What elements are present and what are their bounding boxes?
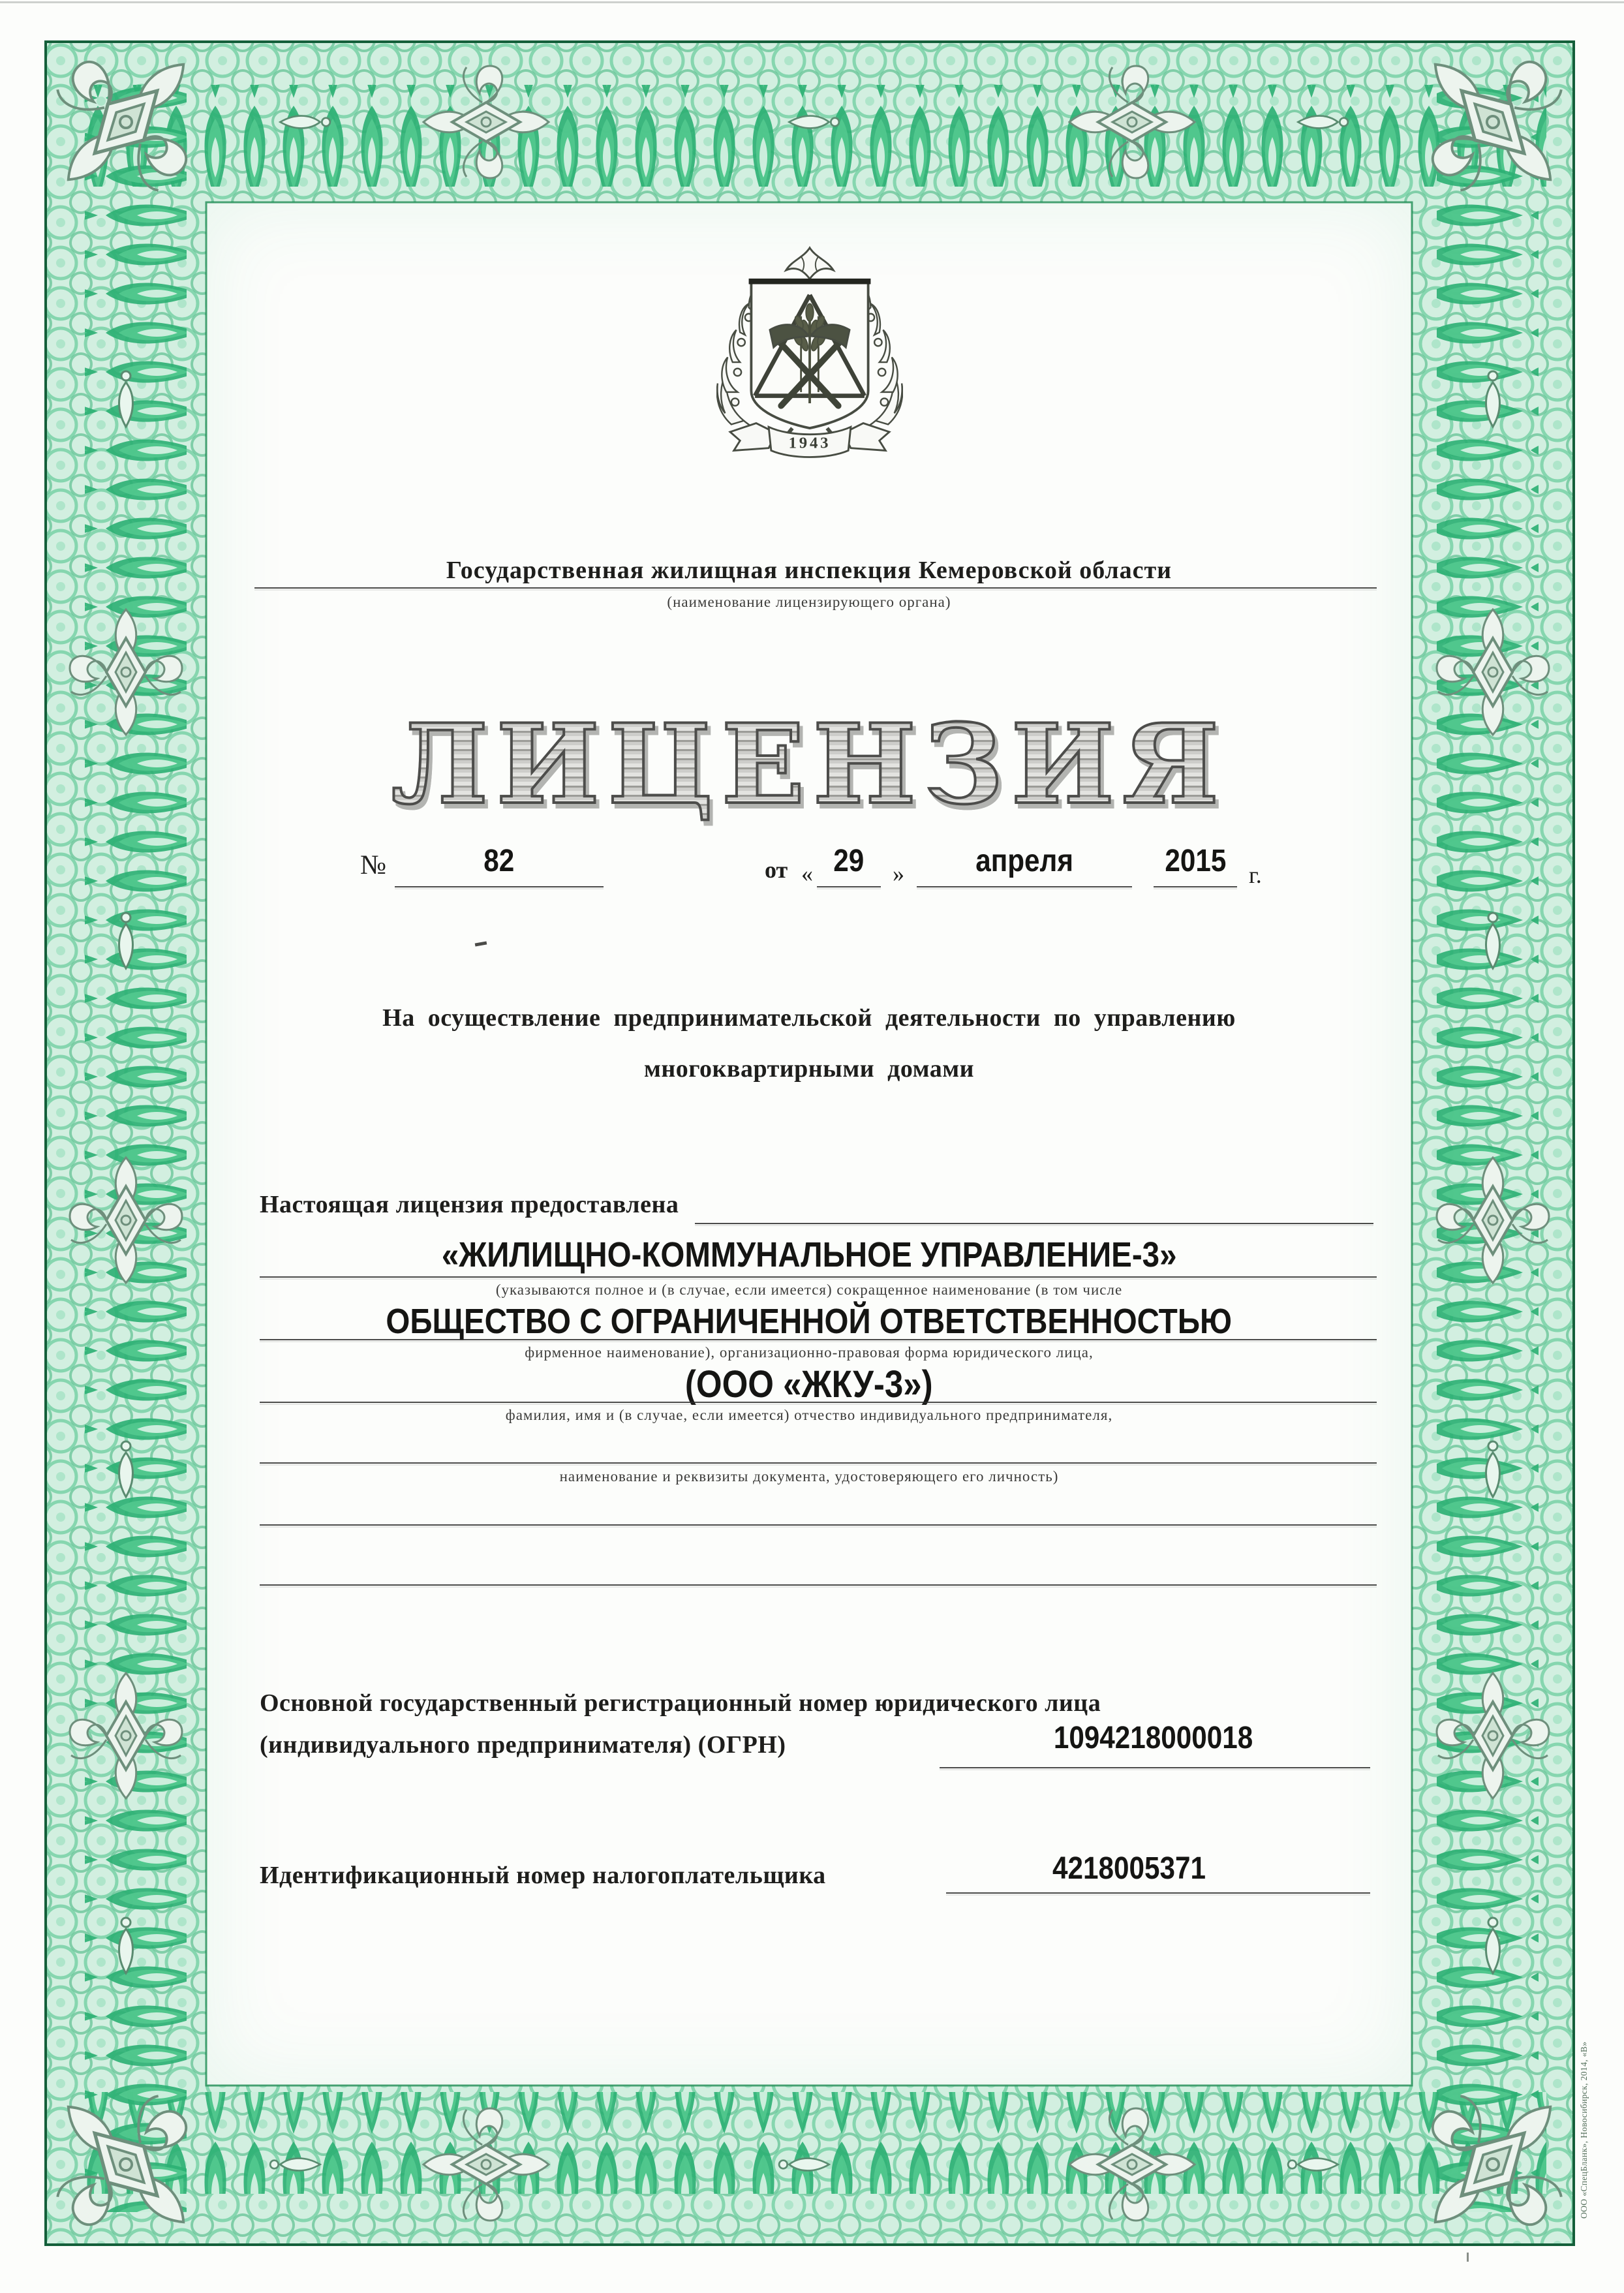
underline-5	[260, 1524, 1377, 1526]
printer-imprint: ООО «СпецБланк», Новосибирск, 2014, «В»	[1579, 2041, 1589, 2219]
caption-person: фамилия, имя и (в случае, если имеется) отчество индивидуального предпринимателя,	[505, 1407, 1113, 1423]
underline-3	[260, 1402, 1377, 1403]
document-title: ЛИЦЕНЗИЯ	[206, 700, 1413, 829]
date-month-value: апреля	[975, 844, 1073, 878]
underline-4	[260, 1462, 1377, 1464]
grantee-label-underline	[695, 1223, 1373, 1224]
date-day	[817, 843, 881, 879]
grantee-short-name	[206, 1235, 1413, 1275]
ogrn-label-line1: Основной государственный регистрационный номер юридического лица	[260, 1689, 1101, 1717]
inn-value	[946, 1851, 1311, 1886]
subject-line-2: многоквартирными домами	[643, 1055, 975, 1083]
scan-edge-line	[0, 1, 1624, 3]
underline-2	[260, 1339, 1377, 1340]
day-underline	[817, 886, 881, 887]
ogrn-label-line2: (индивидуального предпринимателя) (ОГРН)	[260, 1731, 786, 1759]
license-number-value: 82	[483, 844, 515, 878]
authority-underline	[254, 587, 1377, 589]
subject-line-1: На осуществление предпринимательской деятельности по управлению	[382, 1004, 1236, 1032]
inn-label: Идентификационный номер налогоплательщика	[260, 1862, 826, 1889]
authority-caption: (наименование лицензирующего органа)	[667, 594, 951, 610]
date-open-quote: «	[801, 861, 813, 887]
year-suffix: г.	[1249, 862, 1262, 888]
year-underline	[1154, 886, 1237, 887]
number-sign: №	[360, 850, 387, 880]
grantee-legal-form	[206, 1301, 1413, 1342]
ogrn-underline	[940, 1767, 1370, 1768]
inn-value-number: 4218005371	[1052, 1851, 1206, 1886]
month-underline	[917, 886, 1132, 887]
grantee-label: Настоящая лицензия предоставлена	[260, 1191, 679, 1218]
date-month	[917, 843, 1132, 879]
date-close-quote: »	[893, 861, 904, 887]
date-day-value: 29	[833, 844, 865, 878]
ogrn-value-number: 1094218000018	[1053, 1721, 1253, 1755]
underline-1	[260, 1276, 1377, 1278]
authority-name: Государственная жилищная инспекция Кемеровской области	[446, 557, 1172, 584]
date-year-value: 2015	[1165, 844, 1226, 878]
emblem-year: 1943	[788, 434, 831, 452]
inn-underline	[946, 1892, 1370, 1894]
underline-6	[260, 1584, 1377, 1586]
grantee-short-name-value: «ЖИЛИЩНО-КОММУНАЛЬНОЕ УПРАВЛЕНИЕ-3»	[441, 1235, 1177, 1274]
caption-full-name: (указываются полное и (в случае, если имеется) сокращенное наименование (в том числе	[495, 1282, 1123, 1298]
date-from: от	[765, 857, 788, 883]
number-underline	[395, 886, 604, 887]
coat-of-arms-kemerovo-oblast	[716, 243, 903, 458]
caption-document: наименование и реквизиты документа, удостоверяющего его личность)	[559, 1468, 1059, 1485]
license-number	[395, 843, 604, 879]
grantee-legal-form-value: ОБЩЕСТВО С ОГРАНИЧЕННОЙ ОТВЕТСТВЕННОСТЬЮ	[386, 1302, 1233, 1341]
caption-firm: фирменное наименование), организационно-правовая форма юридического лица,	[525, 1344, 1094, 1361]
scan-tick-artifact	[1467, 2253, 1469, 2262]
date-year	[1150, 843, 1241, 879]
grantee-abbreviation	[206, 1362, 1413, 1406]
ogrn-value	[940, 1720, 1367, 1756]
grantee-abbreviation-value: (ООО «ЖКУ-3»)	[685, 1363, 933, 1406]
